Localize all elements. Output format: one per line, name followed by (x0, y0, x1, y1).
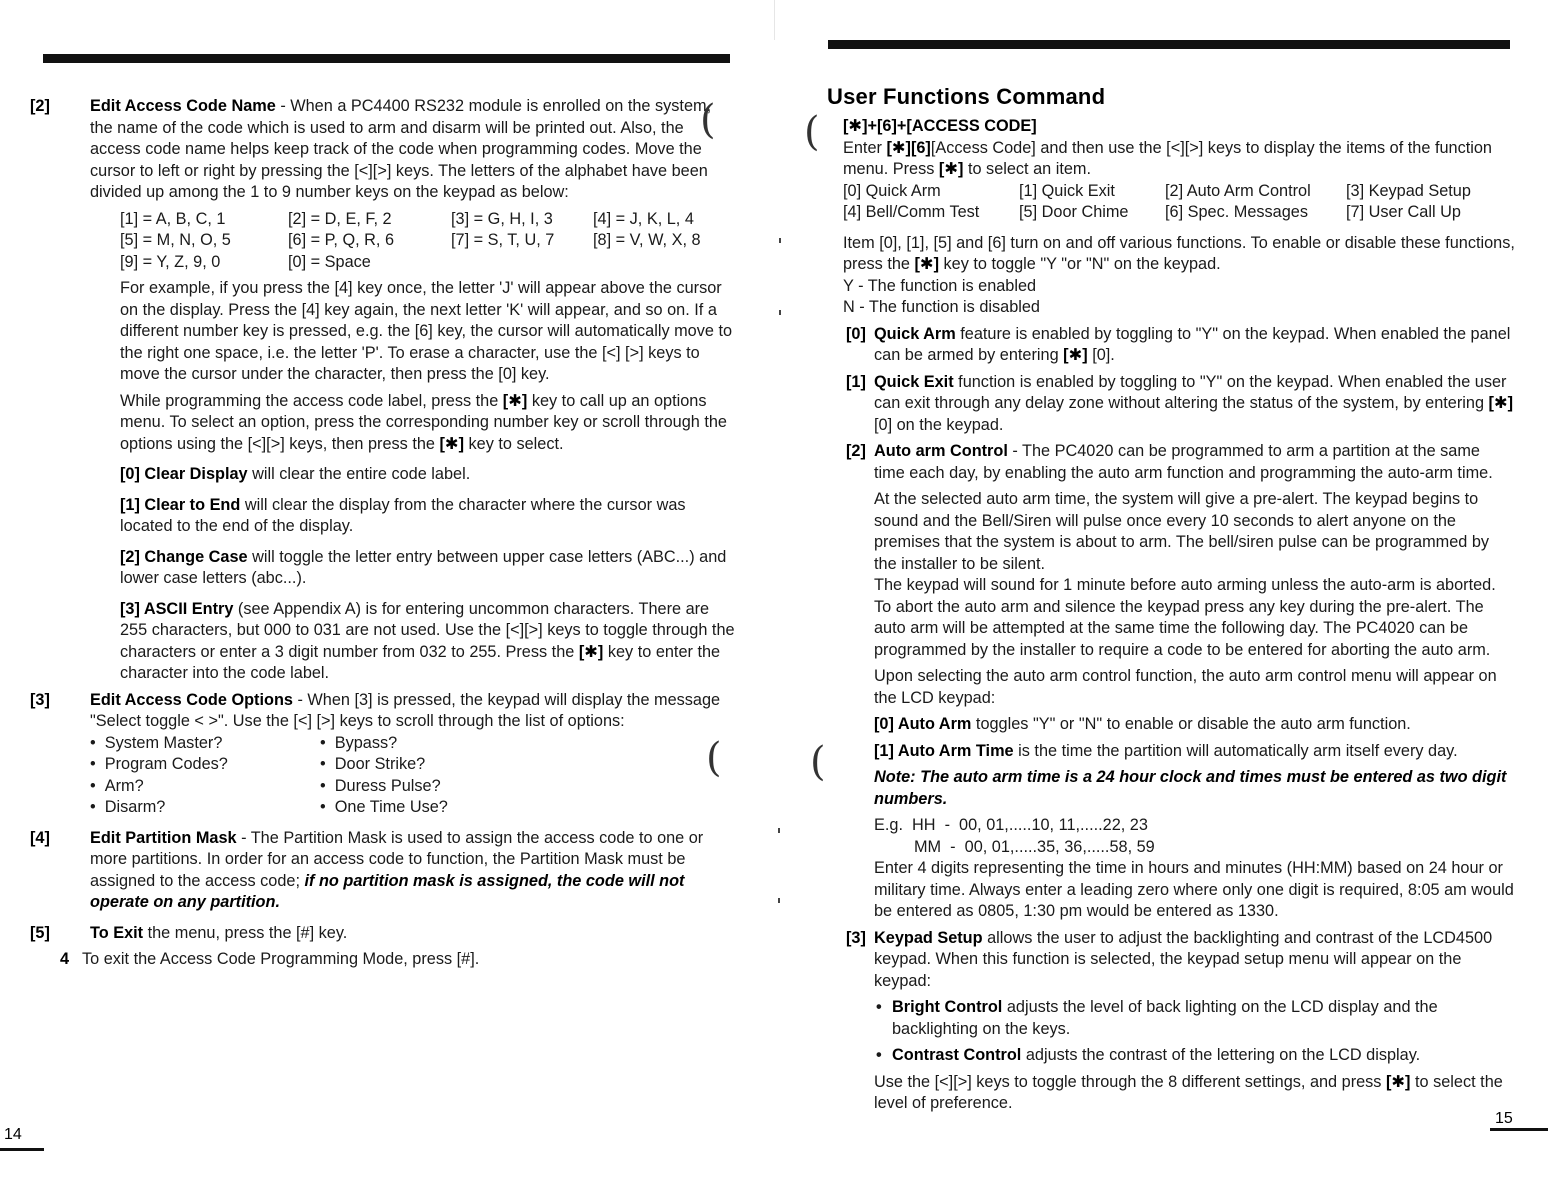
auto-arm-toggle-option (874, 714, 1515, 736)
quick-exit-body: [0] on the keypad. (874, 415, 1004, 434)
auto-arm-text (874, 441, 1515, 484)
item-number: [3] (846, 928, 866, 947)
edit-name-title: Edit Access Code Name (90, 97, 276, 115)
intro-paragraph (843, 138, 1515, 181)
intro-part: Enter (843, 138, 887, 157)
key-map-entry: [5] = M, N, O, 5 (120, 231, 231, 249)
to-exit-body: the menu, press the [#] key. (143, 923, 348, 942)
auto-arm-time-option (874, 741, 1515, 763)
keypad-setup-item (846, 928, 1515, 1115)
option-item: • One Time Use? (320, 797, 550, 819)
auto-arm-body: - The PC4020 can be programmed to arm a partition at the same time each day, by enabling the auto arm function and programming the auto-arm time. (874, 442, 1493, 482)
option-item: • Arm? (90, 776, 320, 798)
item-number: [5] (30, 923, 50, 942)
label-para-part: key to select. (464, 434, 564, 453)
auto-arm-time-title: [1] Auto Arm Time (874, 741, 1014, 760)
edit-name-text (90, 96, 735, 204)
margin-bracket-mark: ( (804, 109, 820, 155)
edit-access-code-options (30, 690, 735, 819)
right-top-rule (828, 40, 1510, 49)
n-disabled-line: N - The function is disabled (843, 298, 1040, 316)
margin-bracket-mark: ( (706, 735, 722, 781)
star-key: [✱] (1488, 394, 1514, 412)
key-map-entry: [9] = Y, Z, 9, 0 (120, 252, 221, 271)
margin-mark (779, 238, 781, 243)
ascii-entry-option (120, 599, 735, 685)
contrast-control-text: adjusts the contrast of the lettering on the LCD display. (1021, 1046, 1421, 1064)
quick-exit-title: Quick Exit (874, 372, 954, 391)
label-options-paragraph (120, 391, 735, 456)
item-number: [2] (30, 97, 50, 115)
partition-mask-title: Edit Partition Mask (90, 828, 237, 847)
settings-paragraph (874, 1072, 1515, 1115)
bright-control-bullet (874, 997, 1515, 1040)
auto-arm-toggle-text: toggles "Y" or "N" to enable or disable the auto arm function. (971, 715, 1411, 733)
contrast-control-title: Contrast Control (892, 1046, 1022, 1064)
star-key: [✱] (578, 642, 604, 661)
contrast-control-bullet (874, 1045, 1515, 1067)
function-item: [6] Spec. Messages (1165, 203, 1308, 221)
quick-exit-item (846, 372, 1515, 437)
clear-to-end-title: [1] Clear to End (120, 495, 241, 514)
edit-options-text (90, 690, 735, 733)
time-entry-paragraph: Enter 4 digits representing the time in hours and minutes (HH:MM) based on 24 hour or military time. Always enter a leading zero where only one digit is required, 8:05 am would be entered as 0805, 1:30 pm would be entered as 1330. (874, 859, 1514, 920)
auto-arm-toggle-title: [0] Auto Arm (874, 715, 972, 733)
quick-arm-body: [0]. (1087, 346, 1115, 364)
to-exit-text (90, 923, 735, 945)
step-4-text: To exit the Access Code Programming Mode, press [#]. (82, 950, 480, 968)
keypad-setup-text (874, 928, 1515, 993)
key-map-entry: [7] = S, T, U, 7 (451, 231, 555, 249)
clear-display-title: [0] Clear Display (120, 465, 248, 483)
star-key: [✱] (439, 434, 464, 453)
key-map-entry: [8] = V, W, X, 8 (593, 231, 701, 249)
toggle-part: key to toggle "Y "or "N" on the keypad. (939, 255, 1221, 273)
intro-part: to select an item. (963, 160, 1092, 178)
function-item: [3] Keypad Setup (1346, 181, 1471, 200)
to-exit-title: To Exit (90, 923, 144, 942)
clear-to-end-text: will clear the display from the character where the cursor was located to the end of the display. (120, 495, 686, 535)
auto-arm-time-text: is the time the partition will automatically arm itself every day. (1013, 741, 1458, 760)
function-item: [4] Bell/Comm Test (843, 203, 980, 221)
margin-mark (779, 310, 781, 315)
margin-bracket-mark: ( (700, 97, 716, 143)
change-case-text: will toggle the letter entry between upper case letters (ABC...) and lower case letters (abc...). (120, 547, 727, 587)
auto-arm-control-item (846, 441, 1515, 923)
auto-arm-prealert-paragraph: At the selected auto arm time, the system will give a pre-alert. The keypad begins to sound and the Bell/Siren will pulse once every 10 seconds to alert anyone on the premises that the system is about to arm. The bell/siren pulse can be programmed by the installer to be silent. (874, 490, 1490, 573)
star-key: [✱] (938, 160, 964, 178)
settings-part: Use the [<][>] keys to toggle through the 8 different settings, and press (874, 1072, 1386, 1091)
option-item: • System Master? (90, 733, 320, 755)
auto-arm-menu-paragraph: Upon selecting the auto arm control function, the auto arm control menu will appear on the LCD keypad: (874, 667, 1497, 707)
edit-options-body: - When [3] is pressed, the keypad will display the message "Select toggle < >". Use the [<] [>] keys to scroll through the list of options: (90, 690, 721, 730)
item-number: [2] (846, 442, 866, 460)
right-page (774, 0, 1548, 1198)
quick-exit-body: function is enabled by toggling to "Y" on the keypad. When enabled the user can exit through any delay zone without altering the status of the system, by entering (874, 372, 1507, 412)
option-item: • Program Codes? (90, 754, 320, 776)
label-para-part: key to call up an options menu. To select an option, press the corresponding number key or scroll through the options using the [<][>] keys, then press the (120, 391, 727, 453)
option-item: • Bypass? (320, 733, 550, 755)
edit-partition-mask (30, 828, 735, 914)
bright-control-text: adjusts the level of back lighting on the LCD display and the backlighting on the keys. (892, 998, 1438, 1038)
settings-part: to select the level of preference. (874, 1072, 1503, 1112)
example-hours: E.g. HH - 00, 01,.....10, 11,.....22, 23 (874, 816, 1148, 834)
quick-arm-body: feature is enabled by toggling to "Y" on the keypad. When enabled the panel can be armed by entering (874, 324, 1511, 364)
auto-arm-note: Note: The auto arm time is a 24 hour clock and times must be entered as two digit numbers. (874, 768, 1507, 808)
clear-display-option (120, 464, 735, 486)
ascii-entry-text: key to enter the character into the code label. (120, 642, 721, 682)
left-column (30, 96, 735, 971)
partition-mask-warning: if no partition mask is assigned, the code will not operate on any partition. (90, 871, 685, 911)
quick-arm-title: Quick Arm (874, 324, 956, 343)
toggle-part: Item [0], [1], [5] and [6] turn on and off various functions. To enable or disable these functions, press the (843, 233, 1515, 273)
function-menu-list (843, 181, 1515, 224)
star-key: [✱][6] (886, 138, 931, 157)
left-top-rule (43, 54, 730, 63)
edit-name-body: - When a PC4400 RS232 module is enrolled on the system, the name of the code which is used to arm and disarm will be printed out. Also, the access code name helps keep track of the code when programming codes. Move the cursor to left or right by pressing the [<][>] keys. The letters of the alphabet have been divided up among the 1 to 9 number keys on the keypad as below: (90, 97, 712, 201)
quick-exit-text (874, 372, 1515, 437)
key-map-entry: [3] = G, H, I, 3 (451, 209, 553, 228)
step-4 (60, 949, 735, 971)
clear-to-end-option (120, 495, 735, 538)
page-number: 15 (1495, 1110, 1513, 1127)
page-number-rule (0, 1148, 44, 1151)
right-column (827, 84, 1515, 1115)
option-item: • Duress Pulse? (320, 776, 550, 798)
partition-mask-text (90, 828, 735, 914)
step-number: 4 (60, 950, 70, 968)
section-title: User Functions Command (827, 84, 1106, 109)
keypad-setup-body: allows the user to adjust the backlighting and contrast of the LCD4500 keypad. When this function is selected, the keypad setup menu will appear on the keypad: (874, 928, 1493, 990)
option-item: • Disarm? (90, 797, 320, 819)
toggle-paragraph (843, 233, 1515, 276)
star-key: [✱] (1063, 346, 1088, 364)
item-number: [0] (846, 324, 866, 343)
auto-arm-title: Auto arm Control (874, 442, 1008, 460)
auto-arm-abort-paragraph: The keypad will sound for 1 minute before auto arming unless the auto-arm is aborted. To abort the auto arm and silence the keypad press any key during the pre-alert. The auto arm will be attempted at the same time the following day. The PC4020 can be programmed by the installer to require a code to be entered for aborting the auto arm. (874, 576, 1496, 659)
bright-control-title: Bright Control (892, 998, 1003, 1016)
function-item: [2] Auto Arm Control (1165, 181, 1311, 200)
ascii-entry-title: [3] ASCII Entry (120, 599, 234, 618)
example-paragraph: For example, if you press the [4] key once, the letter 'J' will appear above the cursor on the display. Press the [4] key again, the next letter 'K' will appear, and so on. If a different number key is pressed, e.g. the [6] key, the cursor will automatically move to the right one space, i.e. the letter 'P'. To erase a character, use the [<] [>] keys to move the cursor under the character, then press the [0] key. (120, 279, 733, 383)
y-enabled-line: Y - The function is enabled (843, 276, 1037, 295)
function-item: [5] Door Chime (1019, 203, 1129, 221)
option-item: • Door Strike? (320, 754, 550, 776)
key-letter-map (120, 209, 735, 274)
option-list (90, 733, 735, 819)
key-map-entry: [2] = D, E, F, 2 (288, 209, 392, 228)
partition-mask-body: - The Partition Mask is used to assign the access code to one or more partitions. In order for an access code to function, the Partition Mask must be assigned to the access code; (90, 828, 704, 890)
key-map-entry: [6] = P, Q, R, 6 (288, 231, 395, 249)
edit-options-title: Edit Access Code Options (90, 690, 293, 709)
key-map-entry: [0] = Space (288, 252, 371, 271)
function-item: [7] User Call Up (1346, 203, 1461, 221)
ascii-entry-text: (see Appendix A) is for entering uncommon characters. There are 255 characters, but 000 to 031 are not used. Use the [<][>] keys to toggle through the characters or enter a 3 digit number from 032 to 255. Press the (120, 599, 735, 661)
keypad-setup-title: Keypad Setup (874, 928, 983, 947)
margin-mark (778, 828, 780, 833)
edit-access-code-name (30, 96, 735, 204)
command-sequence: [✱]+[6]+[ACCESS CODE] (843, 117, 1037, 135)
change-case-option (120, 547, 735, 590)
star-key: [✱] (914, 255, 939, 273)
key-map-entry: [4] = J, K, L, 4 (593, 209, 694, 228)
function-item: [0] Quick Arm (843, 181, 941, 200)
margin-bracket-mark: ( (810, 739, 826, 785)
function-item: [1] Quick Exit (1019, 181, 1115, 200)
item-number: [3] (30, 690, 50, 709)
change-case-title: [2] Change Case (120, 547, 248, 566)
quick-arm-text (874, 324, 1515, 367)
clear-display-text: will clear the entire code label. (247, 465, 471, 483)
item-number: [1] (846, 372, 866, 391)
page-number-rule (1490, 1128, 1548, 1131)
star-key: [✱] (502, 391, 528, 410)
label-para-part: While programming the access code label, press the (120, 391, 503, 410)
page-number: 14 (4, 1126, 22, 1143)
quick-arm-item (846, 324, 1515, 367)
item-number: [4] (30, 828, 50, 847)
star-key: [✱] (1385, 1072, 1411, 1091)
margin-mark (778, 898, 780, 903)
intro-part: [Access Code] and then use the [<][>] keys to display the items of the function menu. Press (843, 138, 1492, 178)
example-minutes: MM - 00, 01,.....35, 36,.....58, 59 (914, 837, 1155, 856)
to-exit-item (30, 923, 735, 945)
key-map-entry: [1] = A, B, C, 1 (120, 209, 226, 228)
